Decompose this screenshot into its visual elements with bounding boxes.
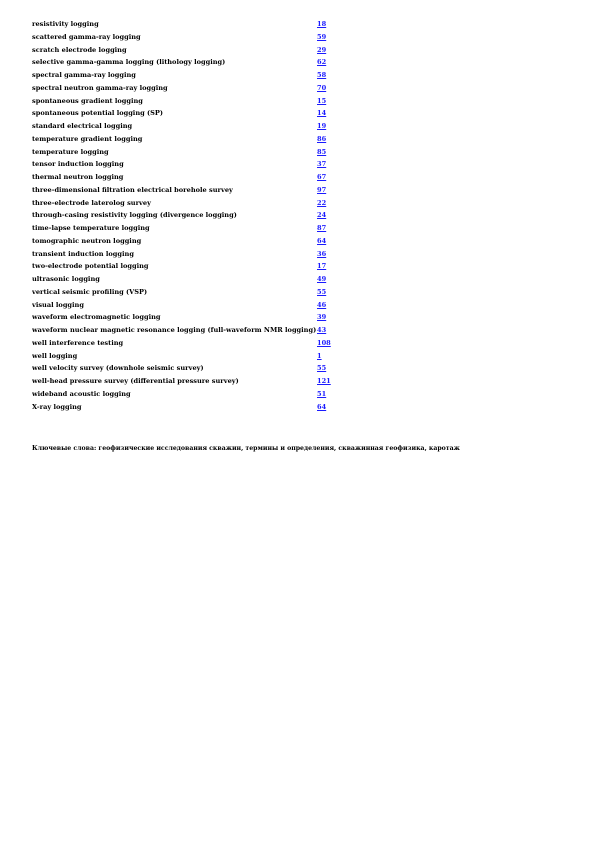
index-row [32, 71, 352, 84]
index-term: transient induction logging [32, 249, 134, 258]
index-row [32, 20, 352, 33]
index-term: temperature gradient logging [32, 134, 143, 143]
page-number-link[interactable]: 86 [317, 134, 327, 143]
page-number-link[interactable]: 55 [317, 364, 327, 373]
index-term: selective gamma-gamma logging (lithology logging) [32, 58, 226, 67]
index-row [32, 326, 352, 339]
index-term: wideband acoustic logging [32, 389, 131, 398]
index-row [32, 364, 352, 377]
page-number-link[interactable]: 97 [317, 185, 327, 194]
index-term: resistivity logging [32, 20, 99, 28]
index-term: scattered gamma-ray logging [32, 32, 141, 41]
page-number-link[interactable]: 1 [317, 351, 322, 360]
index-term: waveform electromagnetic logging [32, 313, 161, 322]
index-row [32, 58, 352, 71]
page-number-link[interactable]: 62 [317, 58, 327, 67]
index-term: two-electrode potential logging [32, 262, 149, 271]
page-number-link[interactable]: 49 [317, 275, 327, 283]
page-number-link[interactable]: 46 [317, 300, 327, 309]
page-number-link[interactable]: 39 [317, 313, 327, 322]
index-row [32, 97, 352, 110]
index-term: scratch electrode logging [32, 45, 127, 54]
index-term: well-head pressure survey (differential pressure survey) [32, 377, 239, 385]
index-term: visual logging [32, 300, 84, 309]
index-term: ultrasonic logging [32, 275, 100, 283]
page-number-link[interactable]: 67 [317, 173, 327, 181]
page-number-link[interactable]: 19 [317, 122, 327, 130]
index-term: spectral neutron gamma-ray logging [32, 83, 168, 92]
index-row [32, 199, 352, 212]
page-number-link[interactable]: 108 [317, 338, 331, 347]
index-term: well interference testing [32, 338, 124, 347]
index-row [32, 211, 352, 224]
index-row [32, 84, 352, 97]
index-term: well velocity survey (downhole seismic survey) [32, 364, 204, 373]
index-term: well logging [32, 351, 78, 360]
page-number-link[interactable]: 70 [317, 83, 327, 92]
index-term: thermal neutron logging [32, 173, 124, 181]
page-number-link[interactable]: 85 [317, 147, 327, 156]
index-row [32, 352, 352, 365]
page-number-link[interactable]: 37 [317, 160, 327, 169]
index-term: three-electrode laterolog survey [32, 198, 151, 207]
index-term: tensor induction logging [32, 160, 124, 169]
index-row [32, 135, 352, 148]
index-term: three-dimensional filtration electrical borehole survey [32, 185, 233, 194]
page-number-link[interactable]: 51 [317, 389, 327, 398]
page-number-link[interactable]: 15 [317, 96, 327, 105]
index-row [32, 313, 352, 326]
index-term: standard electrical logging [32, 122, 133, 130]
index-row [32, 122, 352, 135]
index-row [32, 377, 352, 390]
index-term: spontaneous potential logging (SP) [32, 109, 163, 118]
index-row [32, 339, 352, 352]
index-row [32, 46, 352, 59]
page-number-link[interactable]: 22 [317, 198, 327, 207]
index-term: tomographic neutron logging [32, 236, 142, 245]
page-number-link[interactable]: 121 [317, 377, 331, 385]
index-row [32, 275, 352, 288]
index-list [32, 20, 352, 415]
index-row [32, 186, 352, 199]
index-row [32, 33, 352, 46]
page-number-link[interactable]: 55 [317, 287, 327, 296]
page-number-link[interactable]: 58 [317, 71, 327, 79]
index-row [32, 250, 352, 263]
page-number-link[interactable]: 43 [317, 326, 327, 334]
page-number-link[interactable]: 18 [317, 20, 327, 28]
index-term: time-lapse temperature logging [32, 224, 150, 232]
index-term: through-casing resistivity logging (divergence logging) [32, 211, 237, 220]
index-row [32, 288, 352, 301]
page-number-link[interactable]: 59 [317, 32, 327, 41]
keywords-line: Ключевые слова: геофизические исследования скважин, термины и определения, скважинная геофизика, каротаж [32, 445, 460, 452]
index-row [32, 160, 352, 173]
index-row [32, 390, 352, 403]
index-row [32, 148, 352, 161]
index-row [32, 109, 352, 122]
index-term: waveform nuclear magnetic resonance logging (full-waveform NMR logging) [32, 326, 317, 334]
page-number-link[interactable]: 17 [317, 262, 327, 271]
index-row [32, 403, 352, 416]
page-number-link[interactable]: 64 [317, 402, 327, 411]
page-number-link[interactable]: 29 [317, 45, 327, 54]
index-row [32, 301, 352, 314]
index-term: spectral gamma-ray logging [32, 71, 136, 79]
index-row [32, 224, 352, 237]
index-term: spontaneous gradient logging [32, 96, 143, 105]
index-term: temperature logging [32, 147, 109, 156]
index-row [32, 237, 352, 250]
page-number-link[interactable]: 14 [317, 109, 327, 118]
index-term: vertical seismic profiling (VSP) [32, 287, 148, 296]
page-number-link[interactable]: 24 [317, 211, 327, 220]
page-number-link[interactable]: 87 [317, 224, 327, 232]
index-row [32, 262, 352, 275]
index-term: X-ray logging [32, 402, 82, 411]
page-number-link[interactable]: 36 [317, 249, 327, 258]
page-number-link[interactable]: 64 [317, 236, 327, 245]
index-row [32, 173, 352, 186]
